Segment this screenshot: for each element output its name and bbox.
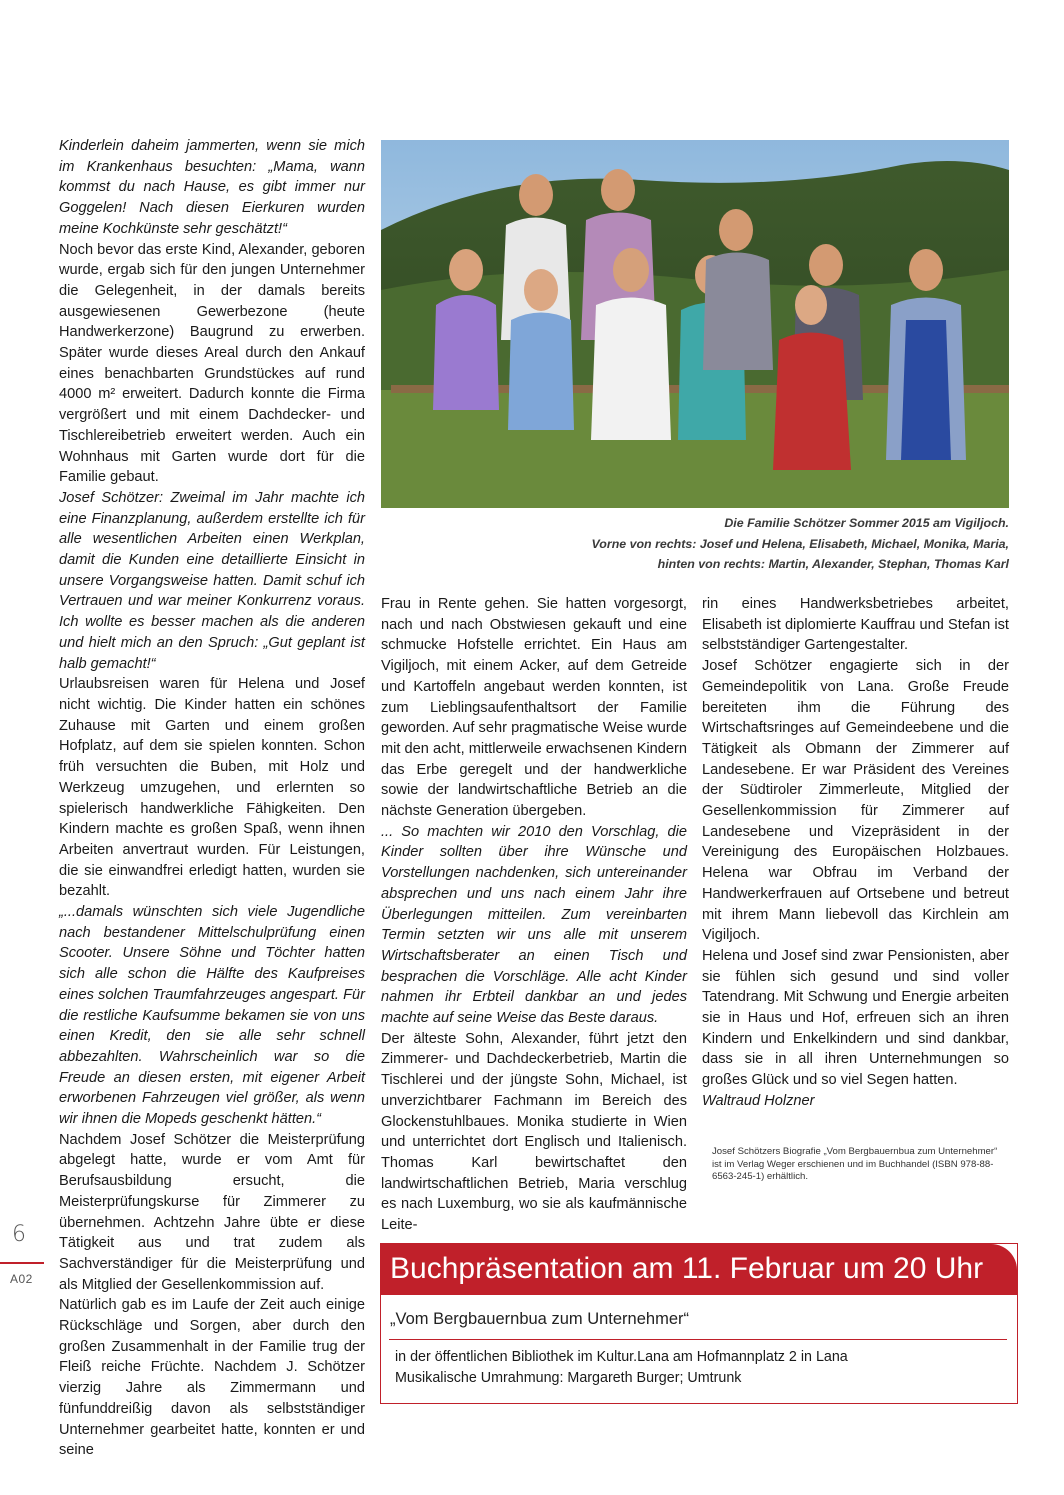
paragraph: „...damals wünschten sich viele Jugendliche nach bestandener Mittelschulprüfung einen Scooter. Unsere Söhne und Töchter hatten sich alle schon die Hälfte des Kaufpreises eines solchen Traumfahrzeuges angespart. Für die restliche Kaufsumme bekamen sie von uns einen Kredit, den sie alle sehr schnell abbezahlten. Wahrscheinlich war so die Freude an diesen ersten, mit eigener Arbeit erworbenen Fahrzeugen viel größer, als wenn wir ihnen die Mopeds geschenkt hätten.“	[59, 904, 365, 1128]
caption-line-3: hinten von rechts: Martin, Alexander, Stephan, Thomas Karl	[657, 557, 1009, 571]
event-header	[381, 1244, 1017, 1295]
paragraph: Urlaubsreisen waren für Helena und Josef nicht wichtig. Die Kinder hatten ein schönes Zuhause mit Garten und einem großen Hofplatz, auf dem sie spielen konnten. Schon früh versuchten die Buben, mit Holz und Werkzeug umzugehen, und erlernten so spielerisch handwerkliche Fähigkeiten. Den Kindern machte es großen Spaß, wenn ihnen Arbeiten anvertraut wurden. Für Leistungen, die sie einwandfrei erledigt hatten, wurden sie bezahlt.	[59, 676, 365, 900]
family-photo	[381, 140, 1009, 508]
event-subtitle: „Vom Bergbauernbua zum Unternehmer“	[390, 1310, 689, 1328]
photo-caption	[381, 513, 1009, 575]
paragraph: Josef Schötzer: Zweimal im Jahr machte ich eine Finanzplanung, außerdem erstellte ich für alle wesentlichen Arbeiten einen Werkplan, damit die Kunden eine detaillierte Einsicht in unsere Vorgangsweise hatten. Damit schuf ich Vertrauen und war meiner Konkurrenz voraus. Ich wollte es besser machen als die anderen und hielt mich an den Spruch: „Gut geplant ist halb gemacht!“	[59, 489, 365, 672]
event-title: Buchpräsentation am 11. Februar um 20 Uhr	[390, 1252, 984, 1285]
paragraph: Noch bevor das erste Kind, Alexander, geboren wurde, ergab sich für den jungen Unternehmer die Gelegenheit, in der damals bereits ausgewiesenen Gewerbezone (heute Handwerkerzone) Baugrund zu erwerben. Später wurde dieses Areal durch den Ankauf eines benachbarten Grundstückes auf rund 4000 m² erweitert. Dadurch konnte die Firma vergrößert und mit einem Dachdecker- und Tischlereibetrieb erweitert werden. Auch ein Wohnhaus mit Garten wurde dort für die Familie gebaut.	[59, 241, 365, 486]
article-column-2	[381, 594, 687, 1236]
paragraph: Josef Schötzer engagierte sich in der Gemeindepolitik von Lana. Große Freude bereiteten ihm die Führung des Wirtschaftsringes auf Gemeindeebene und die Tätigkeit als Obmann der Zimmerer auf Landesebene. Er war Präsident des Vereines der Südtiroler Zimmerleute, Mitglied der Gesellenkommission für Zimmerer auf Landesebene und Vizepräsident in der Vereinigung des Europäischen Holzbaues. Helena war Obfrau im Verband der Handwerkerfrauen auf Ortsebene und betreut mit ihrem Mann liebevoll das Kirchlein am Vigiljoch.	[702, 658, 1009, 944]
paragraph: Frau in Rente gehen. Sie hatten vorgesorgt, nach und nach Obstwiesen gekauft und eine schmucke Hofstelle errichtet. Ein Haus am Vigiljoch, mit einem Acker, auf dem Getreide und Kartoffeln angebaut werden konnten, ist zum Lieblingsaufenthaltsort der Familie geworden. Auf sehr pragmatische Weise wurde mit den acht, mittlerweile erwachsenen Kindern das Erbe geregelt und der handwerkliche sowie der landwirtschaftliche Betrieb an die nächste Generation übergeben.	[381, 596, 687, 820]
caption-line-1: Die Familie Schötzer Sommer 2015 am Vigiljoch.	[724, 516, 1009, 530]
paragraph: Nachdem Josef Schötzer die Meisterprüfung abgelegt hatte, wurde er vom Amt für Berufsausbildung ersucht, die Meisterprüfungskurse für Zimmerer zu übernehmen. Achtzehn Jahre übte er diese Tätigkeit aus und trat zudem als Sachverständiger für die Meisterprüfung und als Mitglied der Gesellenkommission auf.	[59, 1131, 365, 1293]
book-note: Josef Schötzers Biografie „Vom Bergbauernbua zum Unternehmer“ ist im Verlag Weger erschienen und im Buchhandel (ISBN 978-88-6563-245-1) erhältlich.	[712, 1146, 998, 1182]
paragraph: Natürlich gab es im Laufe der Zeit auch einige Rückschläge und Sorgen, aber durch den großen Zusammenhalt in der Familie trug der Fleiß reiche Früchte. Nachdem J. Schötzer vierzig Jahre als Zimmermann und fünfunddreißig davon als selbstständiger Unternehmer gearbeitet hatte, konnten er und seine	[59, 1297, 365, 1459]
article-column-3	[702, 594, 1009, 1112]
paragraph: Kinderlein daheim jammerten, wenn sie mich im Krankenhaus besuchten: „Mama, wann kommst du nach Hause, es gibt immer nur Goggelen! Nach diesen Eierkuren wurden meine Kochkünste sehr geschätzt!“	[59, 138, 365, 237]
caption-line-2: Vorne von rechts: Josef und Helena, Elisabeth, Michael, Monika, Maria,	[591, 536, 1009, 551]
event-divider	[389, 1339, 1007, 1340]
author-name: Waltraud Holzner	[702, 1092, 815, 1109]
paragraph: ... So machten wir 2010 den Vorschlag, die Kinder sollten über ihre Wünsche und Vorstellungen nachdenken, sich untereinander absprechen und uns nach einem Jahr ihre Überlegungen mitteilen. Zum vereinbarten Termin setzten wir uns alle mit unserem Wirtschaftsberater an einen Tisch und besprachen die Vorschläge. Alle acht Kinder nahmen ihr Erbteil dankbar an und jedes machte auf seine Weise das Beste daraus.	[381, 823, 687, 1027]
article-column-1	[59, 136, 365, 1461]
page-marker-line	[0, 1262, 44, 1264]
paragraph: rin eines Handwerksbetriebes arbeitet, Elisabeth ist diplomierte Kauffrau und Stefan ist selbstständiger Gartengestalter.	[702, 596, 1009, 654]
column-3-body	[702, 594, 1009, 1091]
event-box	[380, 1243, 1018, 1404]
paragraph: Helena und Josef sind zwar Pensionisten, aber sie fühlen sich gesund und sind voller Tatendrang. Mit Schwung und Energie arbeiten sie in Haus und Hof, erfreuen sich an ihren Kindern und Enkelkindern und sind dankbar, dass sie in all ihren Unternehmungen so großes Glück und so viel Segen hatten.	[702, 947, 1009, 1089]
page-code: A02	[10, 1272, 33, 1286]
event-program: Musikalische Umrahmung: Margareth Burger; Umtrunk	[395, 1370, 742, 1386]
page-number: 6	[12, 1222, 26, 1247]
event-location: in der öffentlichen Bibliothek im Kultur.Lana am Hofmannplatz 2 in Lana	[395, 1349, 848, 1365]
paragraph: Der älteste Sohn, Alexander, führt jetzt den Zimmerer- und Dachdeckerbetrieb, Martin die Tischlerei und der jüngste Sohn, Michael, ist unverzichtbarer Fachmann im Bereich des Glockenstuhlbaues. Monika studierte in Wien und unterrichtet dort Englisch und Italienisch. Thomas Karl bewirtschaftet den landwirtschaftlichen Betrieb, Maria verschlug es nach Luxemburg, wo sie als kaufmännische Leite-	[381, 1030, 687, 1234]
